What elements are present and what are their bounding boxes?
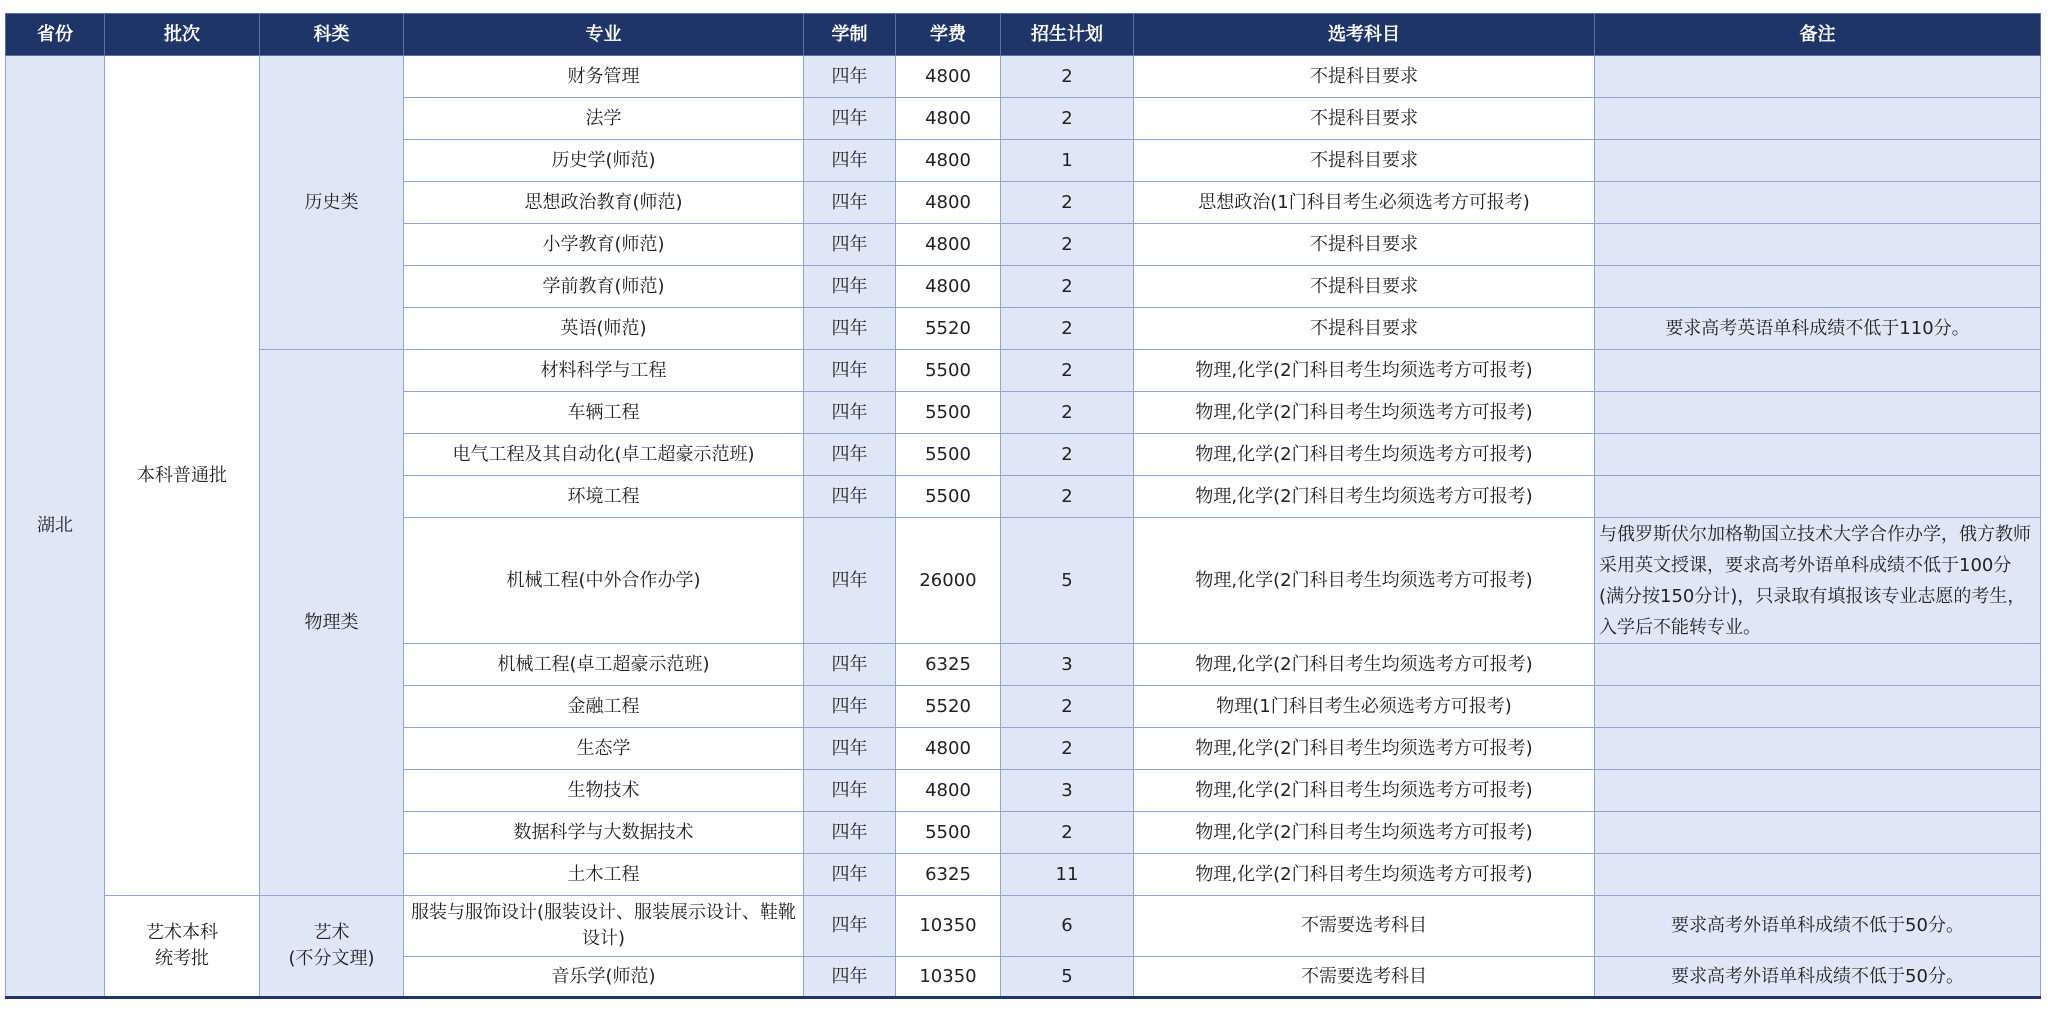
table-row: [6, 56, 2041, 98]
major-cell: 学前教育(师范): [404, 266, 804, 308]
fee-cell: 6325: [896, 854, 1001, 896]
fee-cell: 5520: [896, 308, 1001, 350]
fee-cell: 5500: [896, 812, 1001, 854]
table-row: [6, 350, 2041, 392]
category-line: 艺术: [313, 922, 350, 943]
batch-cell: [105, 896, 260, 998]
subjects-cell: 物理,化学(2门科目考生均须选考方可报考): [1134, 350, 1595, 392]
fee-cell: 6325: [896, 644, 1001, 686]
major-cell: 土木工程: [404, 854, 804, 896]
years-cell: 四年: [804, 728, 896, 770]
header-plan: 招生计划: [1001, 14, 1134, 56]
note-cell: [1595, 56, 2041, 98]
subjects-cell: 不提科目要求: [1134, 98, 1595, 140]
subjects-cell: 物理(1门科目考生必须选考方可报考): [1134, 686, 1595, 728]
fee-cell: 5500: [896, 476, 1001, 518]
years-cell: 四年: [804, 308, 896, 350]
years-cell: 四年: [804, 896, 896, 957]
subjects-cell: 不提科目要求: [1134, 140, 1595, 182]
note-cell: [1595, 140, 2041, 182]
years-cell: 四年: [804, 350, 896, 392]
major-cell: 金融工程: [404, 686, 804, 728]
plan-cell: 5: [1001, 518, 1134, 644]
plan-cell: 11: [1001, 854, 1134, 896]
note-cell: [1595, 476, 2041, 518]
fee-cell: 4800: [896, 266, 1001, 308]
note-cell: [1595, 266, 2041, 308]
fee-cell: 26000: [896, 518, 1001, 644]
major-cell: 音乐学(师范): [404, 957, 804, 998]
fee-cell: 5520: [896, 686, 1001, 728]
major-cell: 生物技术: [404, 770, 804, 812]
note-cell: [1595, 854, 2041, 896]
note-cell: [1595, 98, 2041, 140]
admission-plan-table: [5, 13, 2041, 999]
major-cell: 英语(师范): [404, 308, 804, 350]
subjects-cell: 不需要选考科目: [1134, 957, 1595, 998]
subjects-cell: 不提科目要求: [1134, 308, 1595, 350]
subjects-cell: 物理,化学(2门科目考生均须选考方可报考): [1134, 434, 1595, 476]
plan-cell: 2: [1001, 350, 1134, 392]
years-cell: 四年: [804, 957, 896, 998]
subjects-cell: 不提科目要求: [1134, 224, 1595, 266]
header-subjects: 选考科目: [1134, 14, 1595, 56]
plan-cell: 3: [1001, 770, 1134, 812]
years-cell: 四年: [804, 140, 896, 182]
fee-cell: 4800: [896, 182, 1001, 224]
fee-cell: 4800: [896, 56, 1001, 98]
plan-cell: 2: [1001, 56, 1134, 98]
major-cell: 车辆工程: [404, 392, 804, 434]
fee-cell: 10350: [896, 957, 1001, 998]
header-years: 学制: [804, 14, 896, 56]
plan-cell: 2: [1001, 434, 1134, 476]
header-row: [6, 14, 2041, 56]
years-cell: 四年: [804, 182, 896, 224]
plan-cell: 6: [1001, 896, 1134, 957]
batch-line: 统考批: [155, 948, 209, 969]
years-cell: 四年: [804, 476, 896, 518]
major-cell: 生态学: [404, 728, 804, 770]
subjects-cell: 物理,化学(2门科目考生均须选考方可报考): [1134, 854, 1595, 896]
subjects-cell: 思想政治(1门科目考生必须选考方可报考): [1134, 182, 1595, 224]
fee-cell: 5500: [896, 392, 1001, 434]
plan-cell: 2: [1001, 476, 1134, 518]
plan-cell: 2: [1001, 392, 1134, 434]
years-cell: 四年: [804, 434, 896, 476]
subjects-cell: 物理,化学(2门科目考生均须选考方可报考): [1134, 770, 1595, 812]
plan-cell: 2: [1001, 686, 1134, 728]
major-cell: 机械工程(卓工超豪示范班): [404, 644, 804, 686]
plan-cell: 2: [1001, 728, 1134, 770]
note-cell: [1595, 392, 2041, 434]
fee-cell: 10350: [896, 896, 1001, 957]
fee-cell: 4800: [896, 140, 1001, 182]
plan-cell: 2: [1001, 98, 1134, 140]
major-cell: 历史学(师范): [404, 140, 804, 182]
fee-cell: 4800: [896, 770, 1001, 812]
category-line: (不分文理): [288, 948, 375, 969]
table-row: [6, 896, 2041, 957]
note-cell: [1595, 728, 2041, 770]
note-cell: 要求高考英语单科成绩不低于110分。: [1595, 308, 2041, 350]
header-fee: 学费: [896, 14, 1001, 56]
header-category: 科类: [260, 14, 404, 56]
major-cell: 法学: [404, 98, 804, 140]
subjects-cell: 物理,化学(2门科目考生均须选考方可报考): [1134, 644, 1595, 686]
years-cell: 四年: [804, 686, 896, 728]
years-cell: 四年: [804, 854, 896, 896]
subjects-cell: 物理,化学(2门科目考生均须选考方可报考): [1134, 812, 1595, 854]
fee-cell: 5500: [896, 350, 1001, 392]
category-cell: 物理类: [260, 350, 404, 896]
fee-cell: 4800: [896, 728, 1001, 770]
years-cell: 四年: [804, 56, 896, 98]
note-cell: [1595, 224, 2041, 266]
batch-line: 艺术本科: [146, 922, 218, 943]
plan-cell: 3: [1001, 644, 1134, 686]
category-cell: 历史类: [260, 56, 404, 350]
major-cell: 电气工程及其自动化(卓工超豪示范班): [404, 434, 804, 476]
plan-cell: 2: [1001, 182, 1134, 224]
major-cell: 服装与服饰设计(服装设计、服装展示设计、鞋靴设计): [404, 896, 804, 957]
note-cell: 要求高考外语单科成绩不低于50分。: [1595, 896, 2041, 957]
note-cell: [1595, 812, 2041, 854]
category-cell: [260, 896, 404, 998]
note-cell: 与俄罗斯伏尔加格勒国立技术大学合作办学，俄方教师采用英文授课，要求高考外语单科成绩不低于100分(满分按150分计)，只录取有填报该专业志愿的考生，入学后不能转专业。: [1595, 518, 2041, 644]
major-cell: 数据科学与大数据技术: [404, 812, 804, 854]
note-cell: 要求高考外语单科成绩不低于50分。: [1595, 957, 2041, 998]
province-cell: 湖北: [6, 56, 105, 998]
years-cell: 四年: [804, 224, 896, 266]
plan-cell: 2: [1001, 308, 1134, 350]
years-cell: 四年: [804, 98, 896, 140]
note-cell: [1595, 770, 2041, 812]
major-cell: 环境工程: [404, 476, 804, 518]
subjects-cell: 物理,化学(2门科目考生均须选考方可报考): [1134, 518, 1595, 644]
note-cell: [1595, 434, 2041, 476]
header-batch: 批次: [105, 14, 260, 56]
subjects-cell: 物理,化学(2门科目考生均须选考方可报考): [1134, 392, 1595, 434]
years-cell: 四年: [804, 518, 896, 644]
major-cell: 机械工程(中外合作办学): [404, 518, 804, 644]
fee-cell: 4800: [896, 98, 1001, 140]
plan-cell: 2: [1001, 266, 1134, 308]
plan-cell: 5: [1001, 957, 1134, 998]
header-note: 备注: [1595, 14, 2041, 56]
subjects-cell: 不需要选考科目: [1134, 896, 1595, 957]
years-cell: 四年: [804, 812, 896, 854]
note-cell: [1595, 644, 2041, 686]
plan-cell: 2: [1001, 812, 1134, 854]
plan-cell: 1: [1001, 140, 1134, 182]
major-cell: 小学教育(师范): [404, 224, 804, 266]
subjects-cell: 物理,化学(2门科目考生均须选考方可报考): [1134, 476, 1595, 518]
header-major: 专业: [404, 14, 804, 56]
major-cell: 材料科学与工程: [404, 350, 804, 392]
years-cell: 四年: [804, 392, 896, 434]
header-province: 省份: [6, 14, 105, 56]
major-cell: 思想政治教育(师范): [404, 182, 804, 224]
fee-cell: 5500: [896, 434, 1001, 476]
batch-cell: 本科普通批: [105, 56, 260, 896]
fee-cell: 4800: [896, 224, 1001, 266]
major-cell: 财务管理: [404, 56, 804, 98]
note-cell: [1595, 350, 2041, 392]
note-cell: [1595, 182, 2041, 224]
subjects-cell: 不提科目要求: [1134, 266, 1595, 308]
subjects-cell: 不提科目要求: [1134, 56, 1595, 98]
note-cell: [1595, 686, 2041, 728]
years-cell: 四年: [804, 644, 896, 686]
years-cell: 四年: [804, 770, 896, 812]
subjects-cell: 物理,化学(2门科目考生均须选考方可报考): [1134, 728, 1595, 770]
years-cell: 四年: [804, 266, 896, 308]
plan-cell: 2: [1001, 224, 1134, 266]
